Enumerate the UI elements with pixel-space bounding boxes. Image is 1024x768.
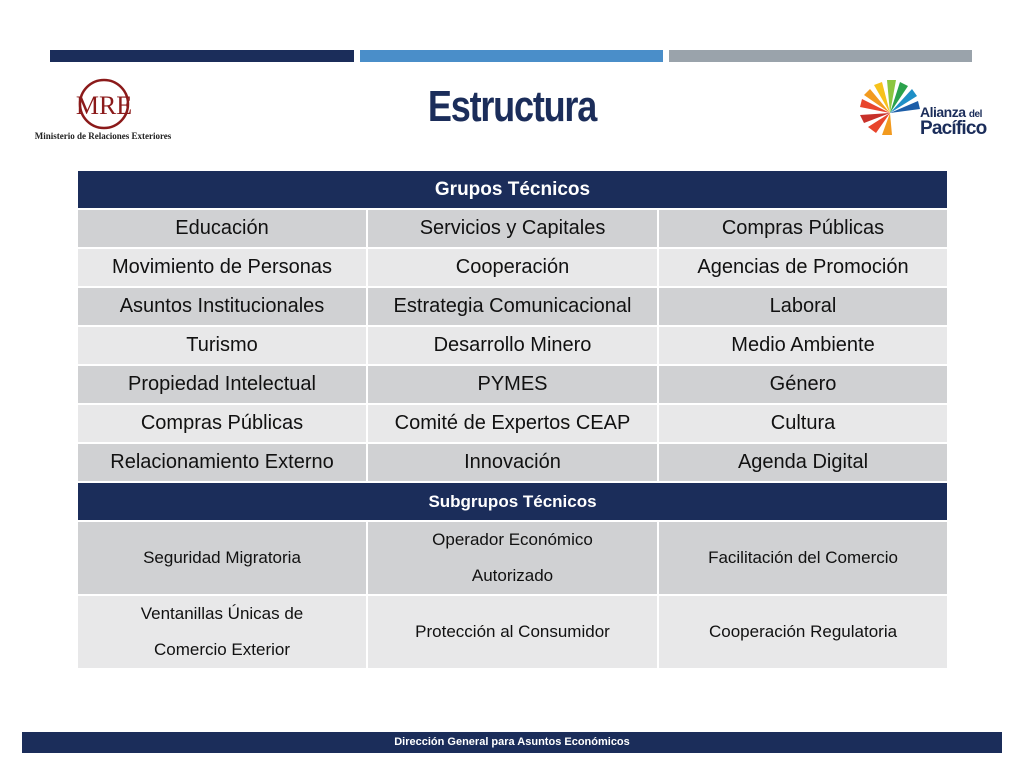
group-cell: Agenda Digital (658, 443, 948, 482)
group-cell: Medio Ambiente (658, 326, 948, 365)
group-cell: Propiedad Intelectual (77, 365, 367, 404)
group-cell: Cooperación (367, 248, 658, 287)
subgroup-cell-line: Facilitación del Comercio (708, 548, 898, 567)
group-cell: PYMES (367, 365, 658, 404)
group-cell: Compras Públicas (77, 404, 367, 443)
table-row (77, 365, 948, 404)
subgroup-cell (658, 521, 948, 595)
group-cell: Desarrollo Minero (367, 326, 658, 365)
groups-header-row (77, 171, 948, 209)
table-row (77, 443, 948, 482)
subgroups-header-row (77, 482, 948, 521)
top-bar-navy (50, 50, 354, 62)
group-cell: Agencias de Promoción (658, 248, 948, 287)
subgroup-cell-line: Seguridad Migratoria (143, 548, 301, 567)
table-row (77, 248, 948, 287)
mre-caption: Ministerio de Relaciones Exteriores (34, 131, 172, 141)
subgroup-cell-line: Comercio Exterior (153, 640, 291, 659)
table-row (77, 521, 948, 595)
subgroup-cell (367, 595, 658, 669)
group-cell: Compras Públicas (658, 209, 948, 248)
group-cell: Género (658, 365, 948, 404)
subgroup-cell (367, 521, 658, 595)
subgroup-cell-line: Cooperación Regulatoria (708, 622, 898, 641)
group-cell: Asuntos Institucionales (77, 287, 367, 326)
top-bar-blue (360, 50, 663, 62)
group-cell: Servicios y Capitales (367, 209, 658, 248)
groups-table (76, 171, 949, 670)
table-row (77, 209, 948, 248)
group-cell: Educación (77, 209, 367, 248)
mre-monogram: MRE (75, 91, 133, 120)
top-bar-gray (669, 50, 972, 62)
table-row (77, 404, 948, 443)
subgroup-cell-line: Protección al Consumidor (415, 622, 610, 641)
alianza-line2: Pacífico (920, 118, 987, 139)
table-row (77, 326, 948, 365)
group-cell: Comité de Expertos CEAP (367, 404, 658, 443)
subgroup-cell-line: Ventanillas Únicas de (140, 604, 304, 623)
subgroup-cell-line: Autorizado (471, 566, 554, 585)
group-cell: Innovación (367, 443, 658, 482)
alianza-word: Alianza (920, 104, 966, 120)
subgroup-cell (77, 595, 367, 669)
subgroups-header: Subgrupos Técnicos (77, 482, 948, 521)
subgroup-cell (658, 595, 948, 669)
group-cell: Relacionamiento Externo (77, 443, 367, 482)
subgroup-cell-line: Operador Económico (432, 530, 593, 549)
groups-header: Grupos Técnicos (77, 171, 948, 209)
group-cell: Cultura (658, 404, 948, 443)
table-row (77, 287, 948, 326)
group-cell: Laboral (658, 287, 948, 326)
group-cell: Turismo (77, 326, 367, 365)
group-cell: Estrategia Comunicacional (367, 287, 658, 326)
subgroup-cell (77, 521, 367, 595)
table-row (77, 595, 948, 669)
group-cell: Movimiento de Personas (77, 248, 367, 287)
alianza-del: del (968, 109, 982, 120)
footer-bar: Dirección General para Asuntos Económicos (22, 732, 1002, 753)
page-title: Estructura (427, 82, 597, 131)
